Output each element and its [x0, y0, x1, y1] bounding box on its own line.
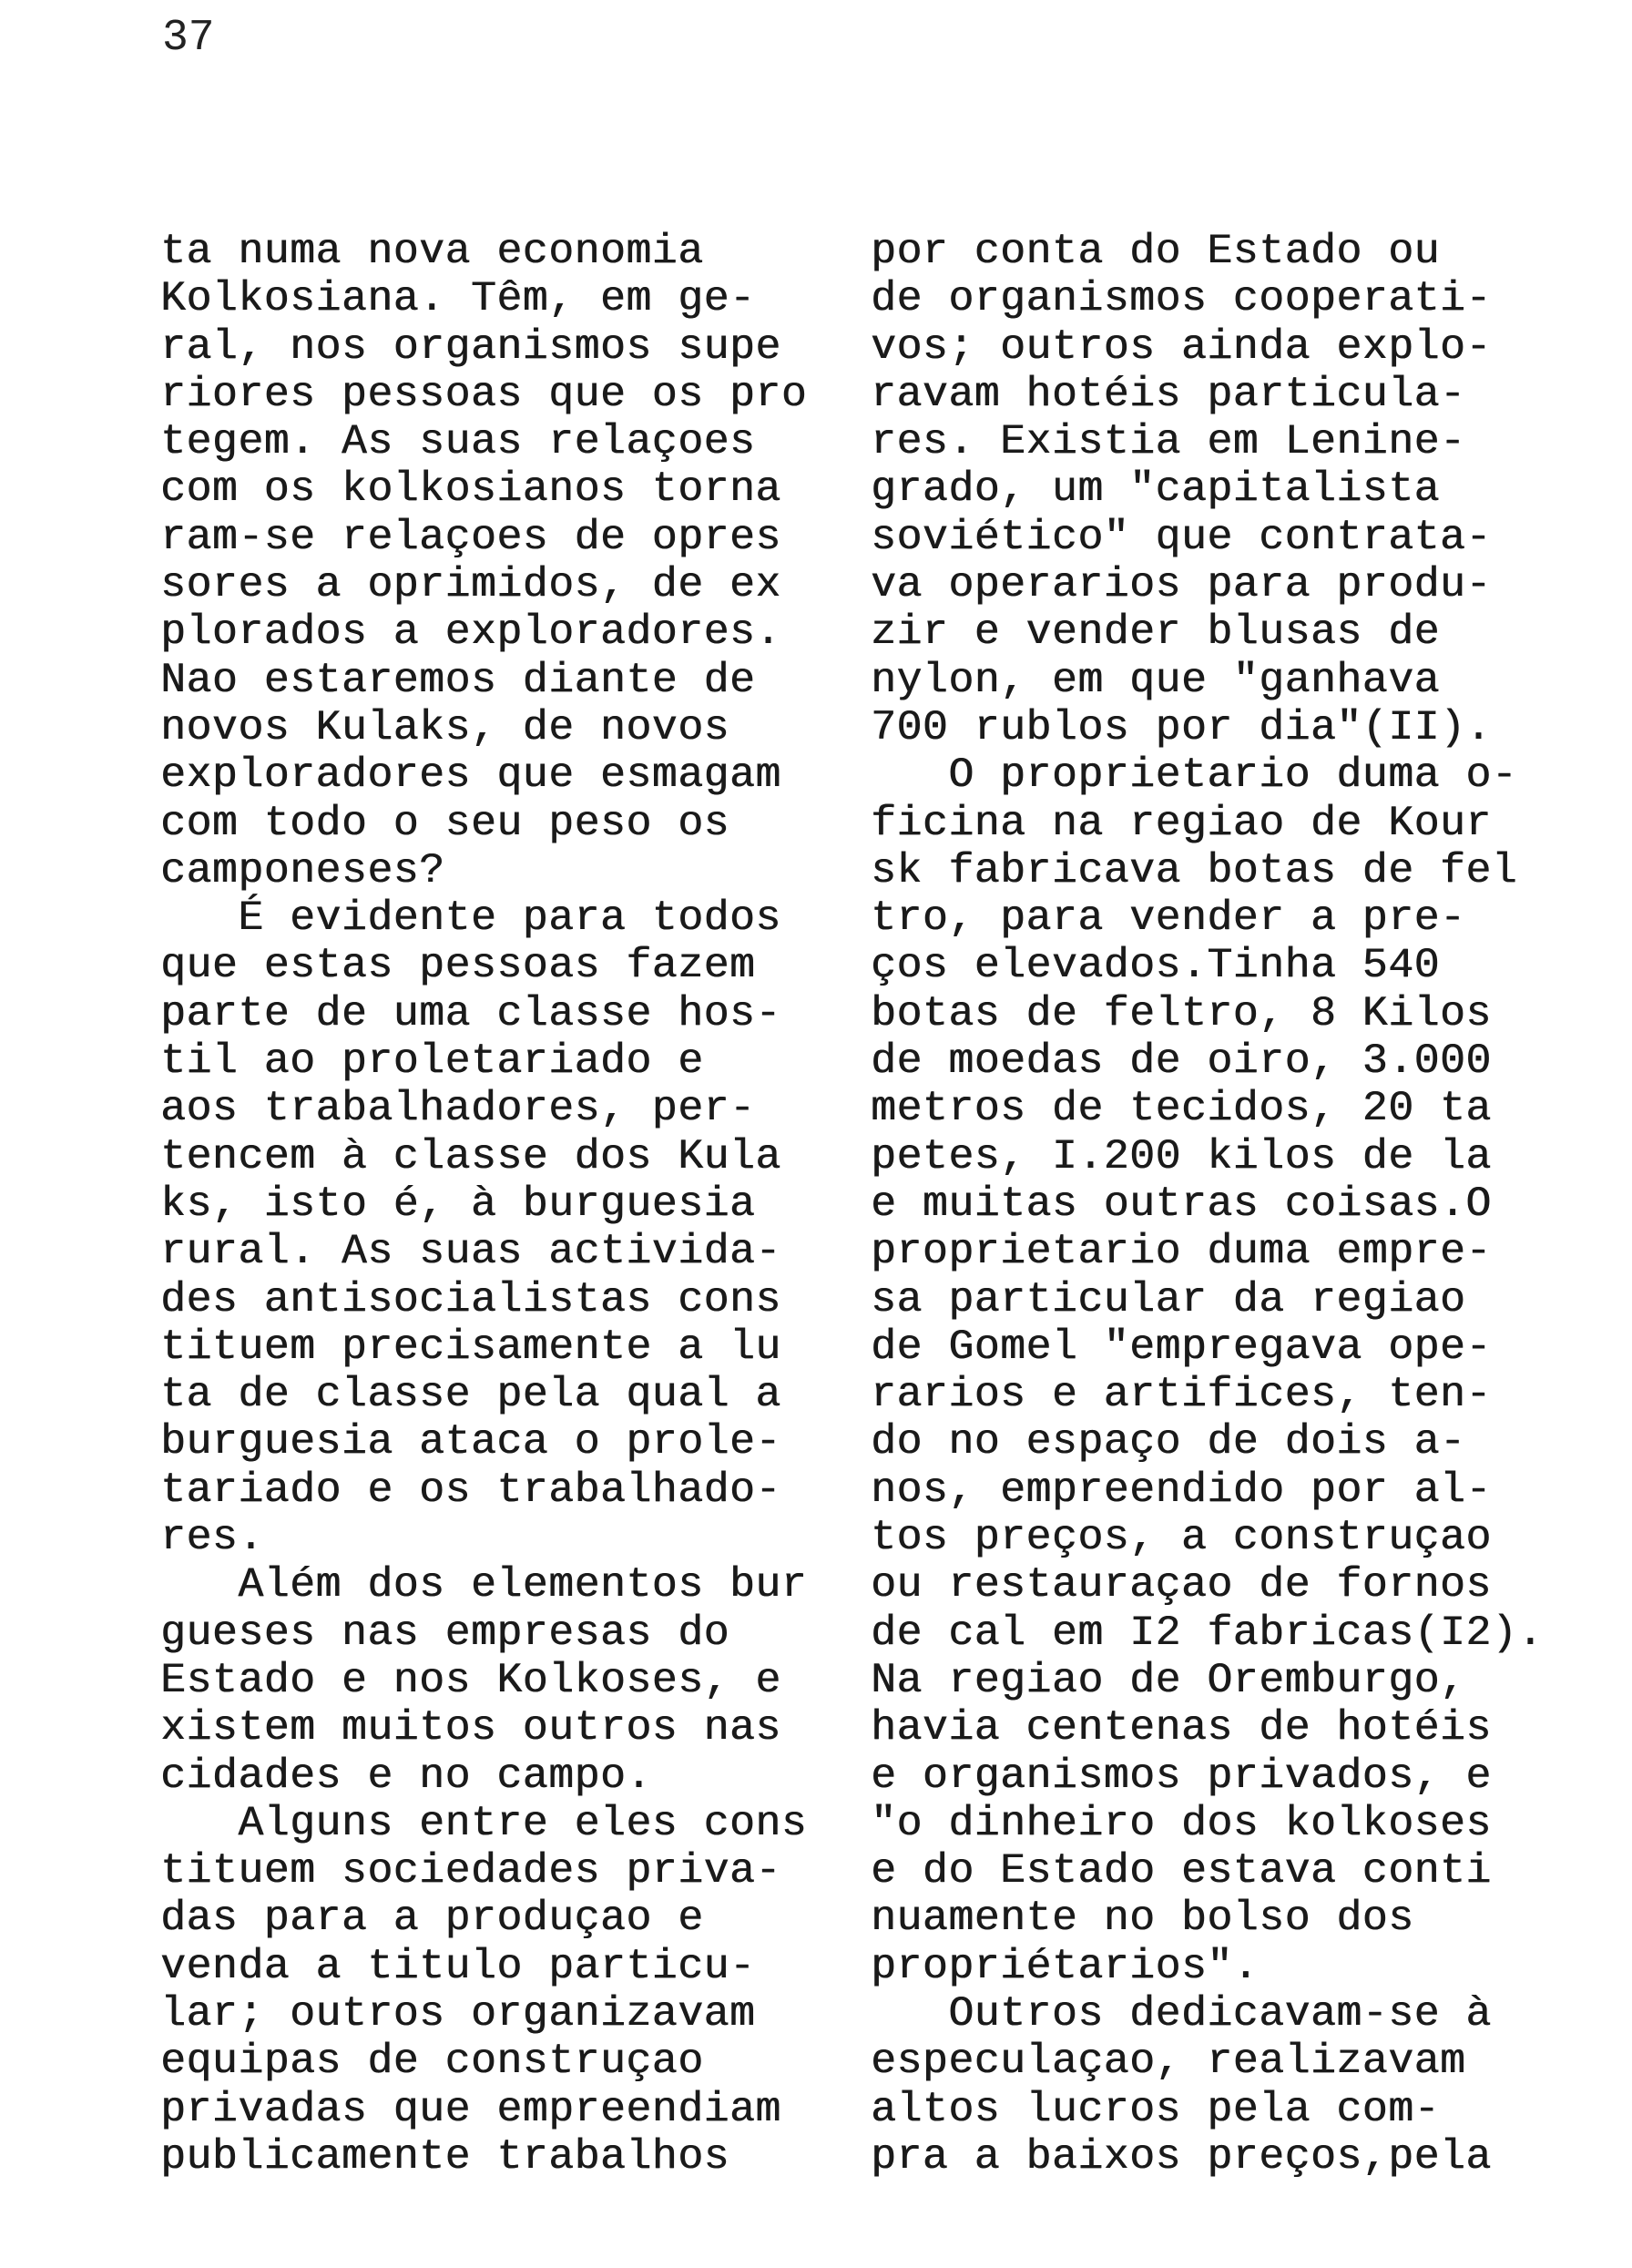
text-line: ficina na regiao de Kour [871, 798, 1492, 847]
text-line: ços elevados.Tinha 540 [871, 941, 1440, 990]
page-number: 37 [162, 14, 215, 63]
text-line: com todo o seu peso os [160, 798, 729, 847]
text-line: Estado e nos Kolkoses, e [160, 1655, 781, 1704]
text-line: va operarios para produ- [871, 560, 1492, 609]
text-line: equipas de construçao [160, 2037, 704, 2086]
text-line: do no espaço de dois a- [871, 1417, 1466, 1466]
text-line: Na regiao de Oremburgo, [871, 1655, 1466, 1704]
text-line: ta numa nova economia [160, 227, 704, 275]
text-line: tariado e os trabalhado- [160, 1465, 781, 1514]
text-line: gueses nas empresas do [160, 1608, 729, 1657]
text-line: Nao estaremos diante de [160, 655, 756, 704]
text-line: botas de feltro, 8 Kilos [871, 988, 1492, 1037]
text-line: ram-se relaçoes de opres [160, 512, 781, 561]
text-line: de Gomel "empregava ope- [871, 1322, 1492, 1371]
text-line: privadas que empreendiam [160, 2084, 781, 2133]
text-line: des antisocialistas cons [160, 1274, 781, 1323]
text-line: 700 rublos por dia"(II). [871, 702, 1492, 751]
text-line: nos, empreendido por al- [871, 1465, 1492, 1514]
text-line: novos Kulaks, de novos [160, 702, 729, 751]
text-line: sk fabricava botas de fel [871, 845, 1518, 894]
text-line: xistem muitos outros nas [160, 1703, 781, 1752]
right-text-column [871, 228, 1544, 2181]
text-line: aos trabalhadores, per- [160, 1084, 756, 1133]
text-line: nylon, em que "ganhava [871, 655, 1440, 704]
text-line: e do Estado estava conti [871, 1846, 1492, 1895]
text-line: e muitas outras coisas.O [871, 1179, 1492, 1228]
text-line: ravam hotéis particula- [871, 369, 1466, 418]
text-line: cidades e no campo. [160, 1751, 652, 1800]
text-line: proprietario duma empre- [871, 1227, 1492, 1276]
text-line: exploradores que esmagam [160, 751, 781, 800]
text-line: soviético" que contrata- [871, 512, 1492, 561]
text-line: por conta do Estado ou [871, 227, 1440, 275]
text-line: tencem à classe dos Kula [160, 1131, 781, 1180]
text-line: camponeses? [160, 845, 445, 894]
text-line: petes, I.200 kilos de la [871, 1131, 1492, 1180]
text-line: havia centenas de hotéis [871, 1703, 1492, 1752]
text-line: com os kolkosianos torna [160, 465, 781, 514]
text-line: altos lucros pela com- [871, 2084, 1440, 2133]
text-line: zir e vender blusas de [871, 608, 1440, 657]
text-line: venda a titulo particu- [160, 1941, 756, 1990]
text-line: Outros dedicavam-se à [871, 1988, 1492, 2038]
text-line: Alguns entre eles cons [160, 1798, 808, 1847]
text-line: riores pessoas que os pro [160, 369, 808, 418]
text-line: til ao proletariado e [160, 1037, 704, 1086]
text-line: lar; outros organizavam [160, 1988, 756, 2038]
text-line: vos; outros ainda explo- [871, 322, 1492, 371]
text-line: tituem precisamente a lu [160, 1322, 781, 1371]
text-line: burguesia ataca o prole- [160, 1417, 781, 1466]
text-line: sa particular da regiao [871, 1274, 1466, 1323]
text-line: grado, um "capitalista [871, 465, 1440, 514]
text-line: ks, isto é, à burguesia [160, 1179, 756, 1228]
text-line: sores a oprimidos, de ex [160, 560, 781, 609]
text-line: res. [160, 1513, 264, 1562]
text-line: que estas pessoas fazem [160, 941, 756, 990]
text-line: especulaçao, realizavam [871, 2037, 1466, 2086]
text-line: ta de classe pela qual a [160, 1370, 781, 1419]
text-line: propriétarios". [871, 1941, 1260, 1990]
text-line: parte de uma classe hos- [160, 988, 781, 1037]
text-line: É evidente para todos [160, 894, 781, 943]
text-line: tituem sociedades priva- [160, 1846, 781, 1895]
text-line: publicamente trabalhos [160, 2131, 729, 2181]
text-line: pra a baixos preços,pela [871, 2131, 1492, 2181]
text-line: "o dinheiro dos kolkoses [871, 1798, 1492, 1847]
text-line: Kolkosiana. Têm, em ge- [160, 274, 756, 323]
text-line: metros de tecidos, 20 ta [871, 1084, 1492, 1133]
text-line: O proprietario duma o- [871, 751, 1518, 800]
left-text-column [160, 228, 807, 2181]
text-line: tro, para vender a pre- [871, 894, 1466, 943]
text-line: de moedas de oiro, 3.000 [871, 1037, 1492, 1086]
text-line: res. Existia em Lenine- [871, 417, 1466, 466]
text-line: tegem. As suas relaçoes [160, 417, 756, 466]
text-line: de organismos cooperati- [871, 274, 1492, 323]
text-line: ral, nos organismos supe [160, 322, 781, 371]
text-line: ou restauraçao de fornos [871, 1560, 1492, 1609]
text-line: rural. As suas activida- [160, 1227, 781, 1276]
text-line: de cal em I2 fabricas(I2). [871, 1608, 1544, 1657]
text-line: plorados a exploradores. [160, 608, 781, 657]
text-line: e organismos privados, e [871, 1751, 1492, 1800]
text-line: rarios e artifices, ten- [871, 1370, 1492, 1419]
text-line: tos preços, a construçao [871, 1513, 1492, 1562]
text-line: nuamente no bolso dos [871, 1894, 1414, 1943]
text-line: das para a produçao e [160, 1894, 704, 1943]
text-line: Além dos elementos bur [160, 1560, 808, 1609]
